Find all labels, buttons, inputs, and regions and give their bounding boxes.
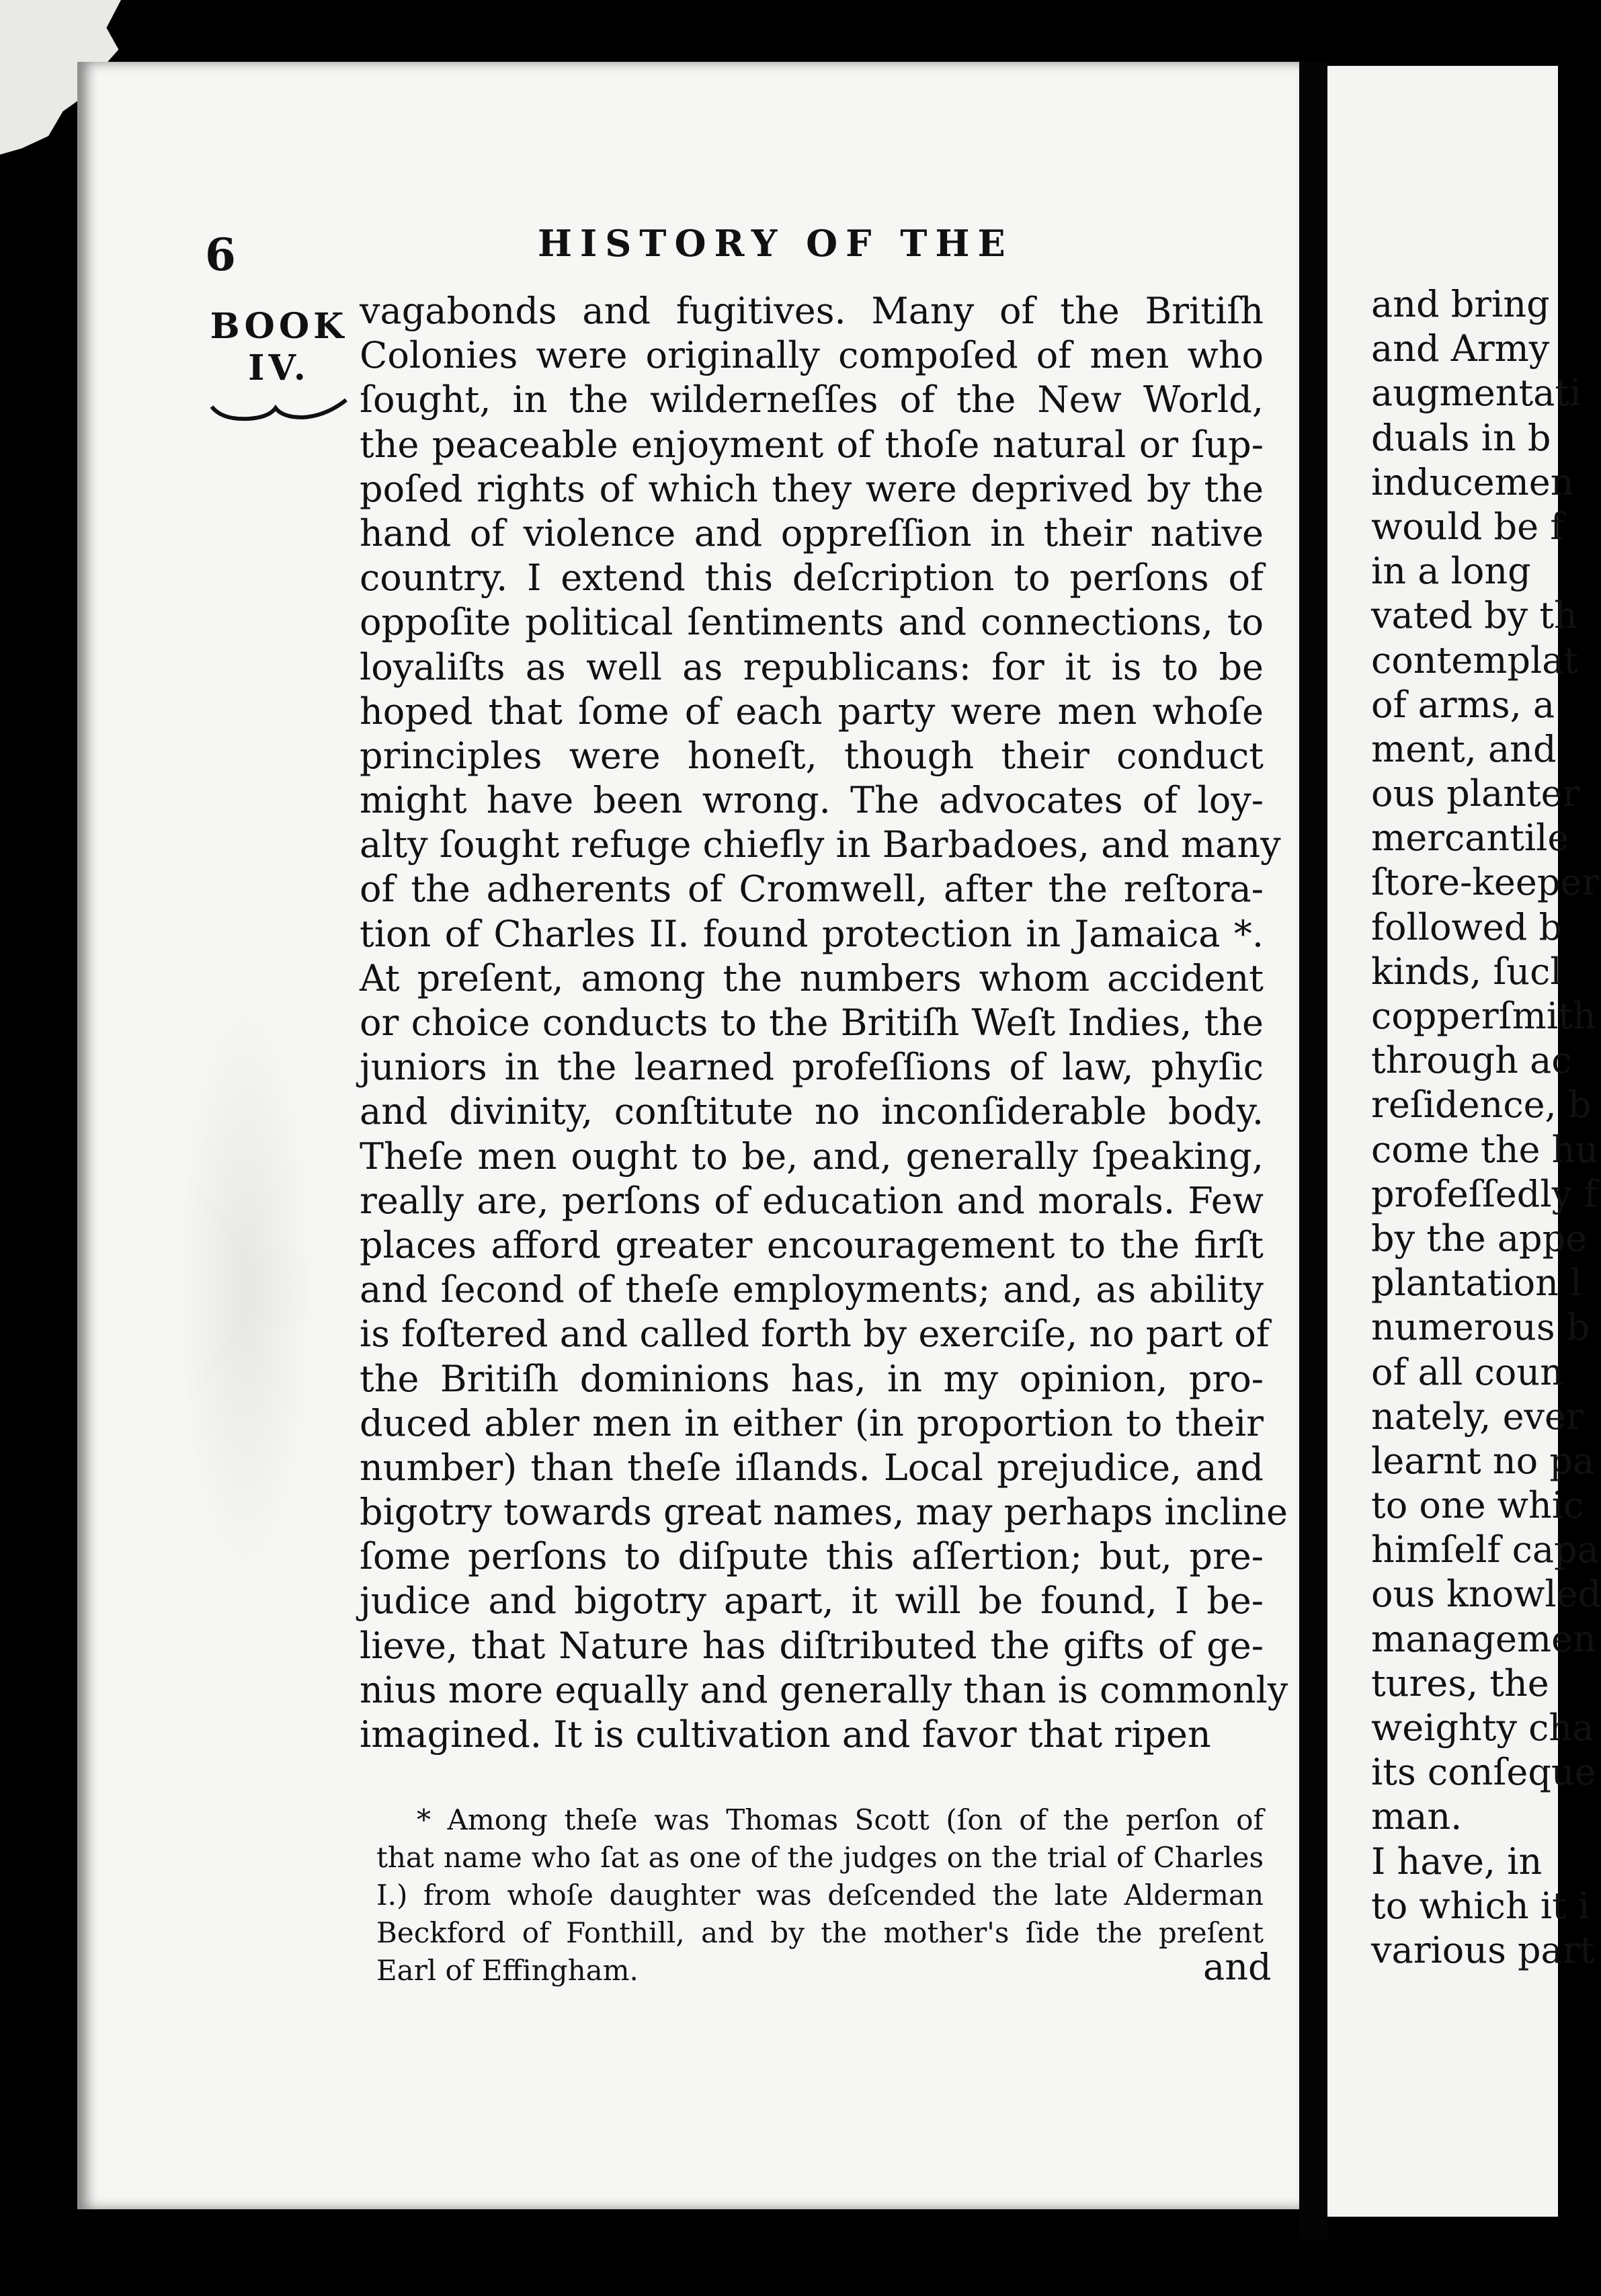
main-text-line: ſome perſons to diſpute this aſſertion; but, pre-	[360, 1535, 1264, 1578]
main-text-line: might have been wrong. The advocates of loy-	[360, 779, 1264, 822]
right-text-line: inducemen	[1371, 460, 1574, 503]
main-text-line: the Britiſh dominions has, in my opinion, pro-	[360, 1357, 1264, 1400]
right-text-line: profeſſedly f	[1371, 1172, 1598, 1215]
main-text-line: loyaliſts as well as republicans: for it is to be	[360, 645, 1264, 688]
right-text-line: to one whic	[1371, 1484, 1584, 1527]
right-text-line: managemen	[1371, 1617, 1596, 1660]
main-text-line: At preſent, among the numbers whom accident	[360, 956, 1264, 999]
right-text-line: ment, and	[1371, 727, 1557, 770]
book-gutter	[1299, 62, 1327, 2240]
right-text-line: vated by th	[1371, 594, 1577, 637]
right-text-line: its conſeque	[1371, 1751, 1596, 1794]
facing-page-text	[1371, 282, 1601, 1973]
main-text-line: lieve, that Nature has diſtributed the gifts of ge-	[360, 1624, 1264, 1667]
main-text-line: is foſtered and called forth by exerciſe, no part of	[360, 1313, 1270, 1356]
right-text-line: to which it i	[1371, 1884, 1590, 1927]
main-text-line: juniors in the learned profeſſions of law, phyſic	[360, 1046, 1264, 1089]
right-text-line: and bring	[1371, 283, 1550, 325]
running-head: HISTORY OF THE	[538, 222, 1014, 265]
main-text-line: and ſecond of theſe employments; and, as ability	[360, 1268, 1264, 1311]
side-note-book: BOOK	[210, 306, 348, 347]
right-text-line: by the appe	[1371, 1217, 1588, 1260]
brace-ornament	[208, 393, 350, 430]
right-text-line: weighty cha	[1371, 1707, 1594, 1749]
main-text-line: imagined. It is cultivation and favor that ripen	[360, 1713, 1211, 1756]
footnote	[376, 1801, 1264, 1990]
main-text-line: nius more equally and generally than is commonly	[360, 1668, 1288, 1711]
right-text-line: mercantile	[1371, 817, 1569, 860]
right-text-line: copperſmith	[1371, 995, 1596, 1037]
main-text-line: tion of Charles II. found protection in Jamaica *.	[360, 912, 1264, 955]
right-text-line: plantation l	[1371, 1262, 1582, 1305]
right-text-line: come the hu	[1371, 1128, 1599, 1171]
side-note-volume: IV.	[248, 347, 310, 389]
main-text-line: alty ſought refuge chiefly in Barbadoes, and many	[360, 823, 1281, 866]
right-text-line: man.	[1371, 1795, 1463, 1838]
main-text-line: country. I extend this deſcription to perſons of	[360, 557, 1264, 600]
right-text-line: kinds, ſucl	[1371, 950, 1562, 993]
right-text-line: of arms, a	[1371, 683, 1555, 726]
main-text-line: principles were honeſt, though their conduct	[360, 734, 1264, 777]
main-text-line: Colonies were originally compoſed of men who	[360, 334, 1264, 377]
right-text-line: various part	[1371, 1928, 1595, 1971]
right-text-line: duals in b	[1371, 416, 1551, 459]
main-text-line: bigotry towards great names, may perhaps incline	[360, 1491, 1288, 1534]
right-text-line: ous knowled	[1371, 1573, 1601, 1616]
footnote-line: Earl of Effingham.	[376, 1954, 639, 1987]
right-text-line: contemplat	[1371, 639, 1579, 682]
main-text-line: places afford greater encouragement to the firſt	[360, 1223, 1264, 1266]
right-text-line: numerous b	[1371, 1306, 1590, 1349]
main-text-line: Theſe men ought to be, and, generally ſpeaking,	[360, 1135, 1264, 1178]
right-text-line: and Army	[1371, 327, 1550, 370]
right-text-line: of all coun	[1371, 1350, 1563, 1393]
right-text-line: ous planter	[1371, 772, 1580, 815]
main-text-line: and divinity, conſtitute no inconſiderable body.	[360, 1090, 1264, 1133]
main-text-line: of the adherents of Cromwell, after the reſtora-	[360, 868, 1264, 911]
main-text-line: hoped that ſome of each party were men whoſe	[360, 690, 1264, 733]
footnote-line: Beckford of Fonthill, and by the mother's ſide the preſent	[376, 1916, 1264, 1949]
page-number: 6	[205, 229, 236, 281]
main-text-line: the peaceable enjoyment of thoſe natural or ſup-	[360, 423, 1264, 466]
right-text-line: augmentati	[1371, 372, 1582, 415]
right-text-line: in a long	[1371, 550, 1531, 593]
main-text-line: really are, perſons of education and morals. Few	[360, 1179, 1264, 1222]
main-text-line: poſed rights of which they were deprived by the	[360, 467, 1264, 510]
footnote-line: that name who ſat as one of the judges on the trial of Charles	[376, 1841, 1264, 1874]
right-text-line: himſelf capa	[1371, 1528, 1599, 1571]
main-text-line: ſought, in the wilderneſſes of the New World,	[360, 378, 1264, 421]
body-text	[360, 289, 1288, 1757]
right-text-line: ſtore-keeper	[1371, 861, 1600, 904]
footnote-line: * Among theſe was Thomas Scott (ſon of the perſon of	[417, 1803, 1264, 1836]
right-text-line: would be f	[1371, 505, 1564, 548]
main-text-line: or choice conducts to the Britiſh Weſt Indies, the	[360, 1001, 1264, 1044]
right-text-line: I have, in	[1371, 1840, 1543, 1883]
right-text-line: reſidence, b	[1371, 1083, 1592, 1126]
main-text-line: vagabonds and fugitives. Many of the Britiſh	[360, 290, 1264, 332]
right-text-line: through ac	[1371, 1039, 1572, 1082]
footnote-line: I.) from whoſe daughter was deſcended the late Alderman	[376, 1879, 1264, 1912]
main-text-line: hand of violence and oppreſſion in their native	[360, 511, 1264, 555]
right-text-line: nately, ever	[1371, 1395, 1584, 1438]
main-text-line: judice and bigotry apart, it will be found, I be-	[360, 1580, 1264, 1623]
main-text-line: oppoſite political ſentiments and connections, to	[360, 601, 1264, 644]
right-text-line: followed b	[1371, 905, 1563, 948]
right-text-line: learnt no pa	[1371, 1439, 1595, 1482]
side-note	[205, 306, 353, 390]
main-text-line: number) than theſe iſlands. Local prejudice, and	[360, 1446, 1264, 1489]
catchword: and	[1203, 1946, 1272, 1988]
right-text-line: tures, the	[1371, 1662, 1549, 1705]
main-text-line: duced abler men in either (in proportion to their	[360, 1401, 1264, 1444]
